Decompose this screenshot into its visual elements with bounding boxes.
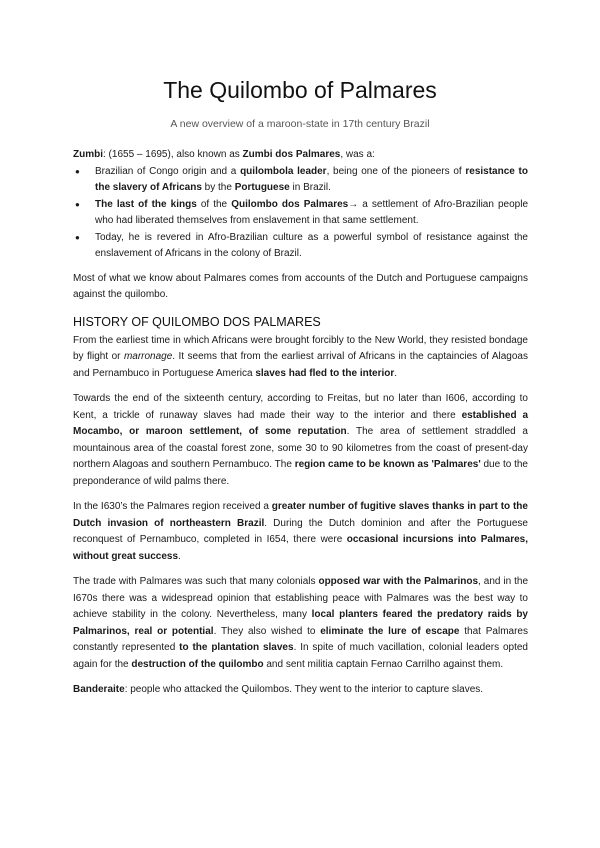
accounts-paragraph: Most of what we know about Palmares comes from accounts of the Dutch and Portuguese campaigns against the quilombo. [73, 272, 528, 300]
history-paragraph-1: From the earliest time in which Africans were brought forcibly to the New World, they resisted bondage by flight or marronage. It seems that from the earliest arrival of Africans in the captaincies of Alagoas and Pernambuco in Portuguese America slaves had fled to the interior. [73, 334, 528, 379]
intro-paragraph: Zumbi: (1655 – 1695), also known as Zumbi dos Palmares, was a: [73, 149, 375, 160]
history-paragraph-2: Towards the end of the sixteenth century, according to Freitas, but no later than I606, according to Kent, a trickle of runaway slaves had made their way to the interior and there established a Mocambo, or maroon settlement, of some reputation. The area of settlement straddled a mountainous area of the coastal forest zone, some 30 to 90 kilometres from the coast of present-day northern Alagoas and southern Pernambuco. The region came to be known as 'Palmares' due to the preponderance of wild palms there. [73, 393, 528, 487]
document-body [73, 147, 528, 699]
intro-alias: Zumbi dos Palmares [242, 149, 341, 160]
definition-paragraph: Banderaite: people who attacked the Quilombos. They went to the interior to capture slaves. [73, 684, 484, 695]
list-item: ● Brazilian of Congo origin and a quilombola leader, being one of the pioneers of resistance to the slavery of Africans by the Portuguese in Brazil. [73, 164, 528, 197]
document-title: The Quilombo of Palmares [163, 77, 437, 103]
list-item: ● Today, he is revered in Afro-Brazilian culture as a powerful symbol of resistance against the enslavement of Africans in the colony of Brazil. [73, 230, 528, 263]
intro-term: Zumbi [73, 149, 103, 160]
list-item: ● The last of the kings of the Quilombo dos Palmares→ a settlement of Afro-Brazilian people who had liberated themselves from enslavement in that same settlement. [73, 197, 528, 230]
section-heading: HISTORY OF QUILOMBO DOS PALMARES [73, 314, 321, 329]
document-subtitle: A new overview of a maroon-state in 17th century Brazil [170, 118, 430, 130]
history-paragraph-3: In the I630’s the Palmares region received a greater number of fugitive slaves thanks in part to the Dutch invasion of northeastern Brazil. During the Dutch dominion and after the Portuguese reconquest of Pernambuco, completed in I654, there were occasional incursions into Palmares, without great success. [73, 501, 528, 562]
bullet-list [73, 164, 528, 263]
history-paragraph-4: The trade with Palmares was such that many colonials opposed war with the Palmarinos, and in the I670s there was a widespread opinion that establishing peace with Palmares was the best way to achieve stability in the colony. Nevertheless, many local planters feared the predatory raids by Palmarinos, real or potential. They also wished to eliminate the lure of escape that Palmares constantly represented to the plantation slaves. In spite of much vacillation, colonial leaders opted again for the destruction of the quilombo and sent militia captain Fernao Carrilho against them. [73, 576, 529, 670]
definition-term: Banderaite [73, 684, 125, 695]
